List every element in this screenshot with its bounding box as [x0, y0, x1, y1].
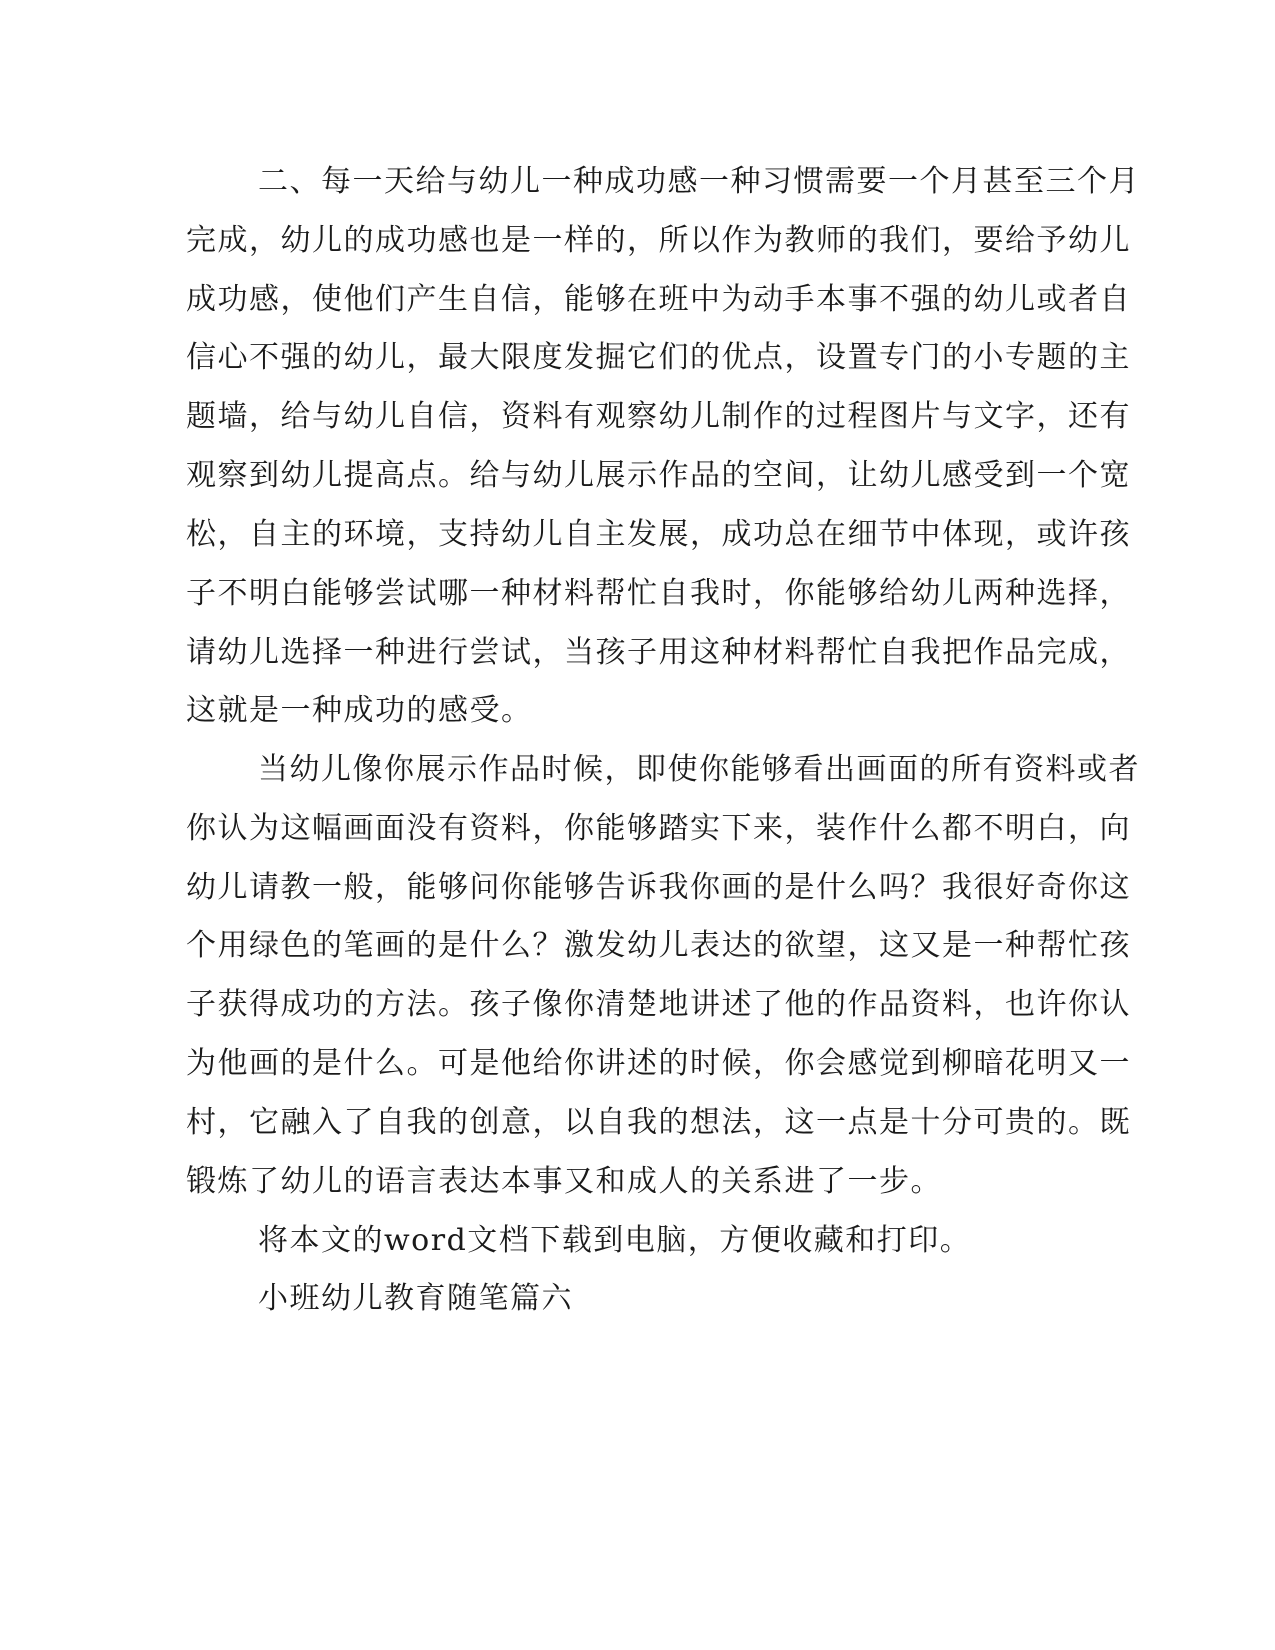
paragraph-line: 观察到幼儿提高点。给与幼儿展示作品的空间，让幼儿感受到一个宽 — [186, 458, 1131, 493]
paragraph-line: 你认为这幅画面没有资料，你能够踏实下来，装作什么都不明白，向 — [186, 811, 1131, 846]
paragraph-line: 子获得成功的方法。孩子像你清楚地讲述了他的作品资料，也许你认 — [186, 987, 1131, 1022]
paragraph-line: 二、每一天给与幼儿一种成功感一种习惯需要一个月甚至三个月 — [258, 164, 1140, 199]
paragraph-line: 信心不强的幼儿，最大限度发掘它们的优点，设置专门的小专题的主 — [186, 340, 1131, 375]
paragraph-line: 请幼儿选择一种进行尝试，当孩子用这种材料帮忙自我把作品完成， — [186, 635, 1131, 670]
paragraph-line: 个用绿色的笔画的是什么？激发幼儿表达的欲望，这又是一种帮忙孩 — [186, 928, 1131, 963]
download-note: 将本文的word文档下载到电脑，方便收藏和打印。 — [258, 1223, 972, 1258]
paragraph-line: 当幼儿像你展示作品时候，即使你能够看出画面的所有资料或者 — [258, 752, 1140, 787]
paragraph-line: 村，它融入了自我的创意，以自我的想法，这一点是十分可贵的。既 — [186, 1105, 1131, 1140]
paragraph-line: 锻炼了幼儿的语言表达本事又和成人的关系进了一步。 — [186, 1164, 942, 1199]
paragraph-line: 题墙，给与幼儿自信，资料有观察幼儿制作的过程图片与文字，还有 — [186, 399, 1131, 434]
paragraph-line: 成功感，使他们产生自信，能够在班中为动手本事不强的幼儿或者自 — [186, 282, 1131, 317]
paragraph-line: 幼儿请教一般，能够问你能够告诉我你画的是什么吗？我很好奇你这 — [186, 870, 1131, 905]
paragraph-line: 松，自主的环境，支持幼儿自主发展，成功总在细节中体现，或许孩 — [186, 517, 1131, 552]
paragraph-line: 这就是一种成功的感受。 — [186, 693, 533, 728]
paragraph-line: 子不明白能够尝试哪一种材料帮忙自我时，你能够给幼儿两种选择， — [186, 576, 1131, 611]
section-heading: 小班幼儿教育随笔篇六 — [258, 1281, 573, 1316]
paragraph-line: 完成，幼儿的成功感也是一样的，所以作为教师的我们，要给予幼儿 — [186, 223, 1131, 258]
paragraph-line: 为他画的是什么。可是他给你讲述的时候，你会感觉到柳暗花明又一 — [186, 1046, 1131, 1081]
